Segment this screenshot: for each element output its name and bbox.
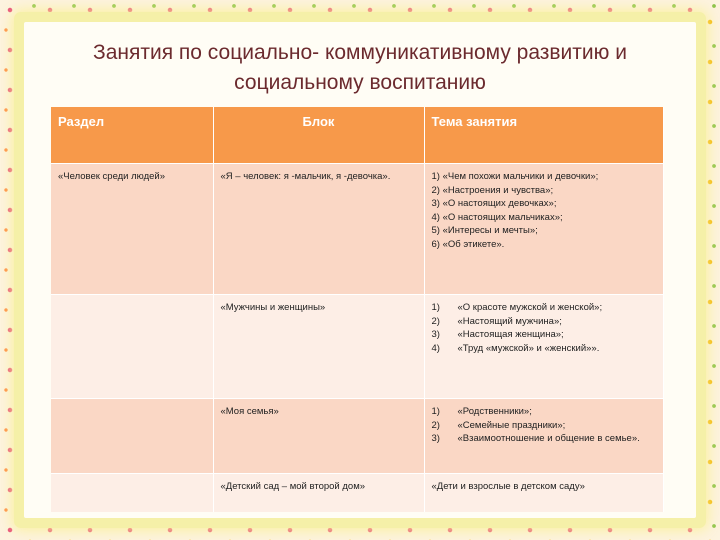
topics-cell: «Дети и взрослые в детском саду» xyxy=(424,474,663,513)
list-item: 3) «О настоящих девочках»; xyxy=(431,198,557,209)
topics-cell xyxy=(424,295,663,399)
item-number: 4) xyxy=(431,342,440,354)
item-text: «Настоящая женщина»; xyxy=(457,329,564,340)
table-header-row xyxy=(51,107,663,164)
block-cell: «Моя семья» xyxy=(213,399,424,474)
item-number: 3) xyxy=(431,433,440,444)
item-text: «Взаимоотношение и общение в семье». xyxy=(457,433,640,444)
table-row xyxy=(51,164,663,295)
list-item: 2) «Настроения и чувства»; xyxy=(431,184,554,196)
section-cell xyxy=(51,399,213,474)
block-cell: «Я – человек: я -мальчик, я -девочка». xyxy=(213,164,424,295)
topics-list xyxy=(432,405,656,446)
list-item xyxy=(432,342,656,356)
item-number: 2) xyxy=(431,315,440,327)
block-cell: «Мужчины и женщины» xyxy=(213,295,424,399)
list-item xyxy=(432,328,656,342)
list-item xyxy=(432,405,656,419)
topics-list xyxy=(432,170,656,251)
item-text: «Труд «мужской» и «женский»». xyxy=(457,342,600,354)
table-row xyxy=(51,474,663,513)
title-line-2: социальному воспитанию xyxy=(234,71,486,94)
header-section: Раздел xyxy=(51,107,213,164)
item-text: «Родственники»; xyxy=(457,406,532,417)
header-topic: Тема занятия xyxy=(424,107,663,164)
list-item xyxy=(432,432,656,446)
item-number: 3) xyxy=(431,329,440,340)
list-item xyxy=(432,315,656,329)
section-cell xyxy=(51,474,213,513)
table-row xyxy=(51,399,663,474)
slide xyxy=(24,22,696,518)
list-item xyxy=(432,419,656,433)
item-number: 2) xyxy=(431,419,440,431)
list-item: 5) «Интересы и мечты»; xyxy=(431,225,538,236)
lessons-table xyxy=(51,107,664,512)
title-line-1: Занятия по социально- коммуникативному развитию и xyxy=(93,41,627,64)
header-block: Блок xyxy=(213,107,424,164)
table-row xyxy=(51,295,663,399)
section-cell xyxy=(51,295,213,399)
list-item: 6) «Об этикете». xyxy=(431,238,505,250)
list-item xyxy=(432,301,656,315)
item-number: 1) xyxy=(431,302,440,313)
item-text: «О красоте мужской и женской»; xyxy=(457,302,603,313)
list-item: 1) «Чем похожи мальчики и девочки»; xyxy=(431,171,599,182)
topics-cell xyxy=(424,399,663,474)
topics-list xyxy=(432,301,656,355)
list-item: 4) «О настоящих мальчиках»; xyxy=(431,211,563,223)
block-cell: «Детский сад – мой второй дом» xyxy=(213,474,424,513)
slide-title xyxy=(54,38,666,98)
item-text: «Семейные праздники»; xyxy=(457,419,566,431)
section-cell: «Человек среди людей» xyxy=(51,164,213,295)
topics-cell xyxy=(424,164,663,295)
item-number: 1) xyxy=(431,406,440,417)
item-text: «Настоящий мужчина»; xyxy=(457,315,562,327)
